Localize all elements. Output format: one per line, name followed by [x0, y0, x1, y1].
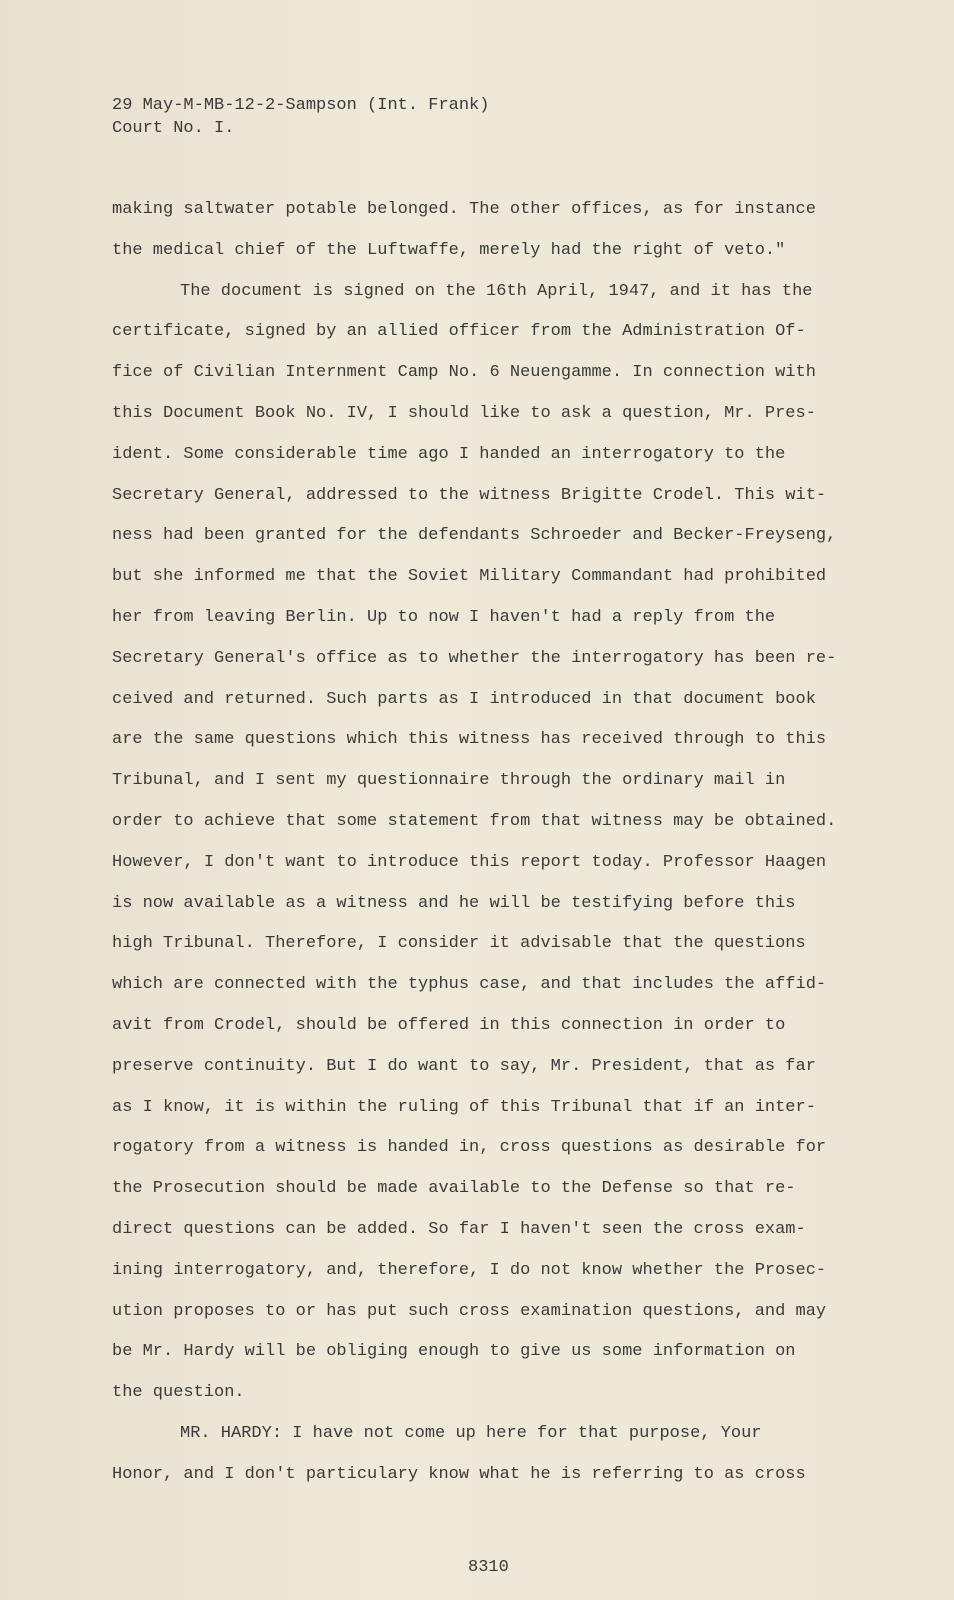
text-line: However, I don't want to introduce this report today. Professor Haagen	[112, 852, 827, 872]
text-line: the question.	[112, 1383, 245, 1403]
text-line: as I know, it is within the ruling of this Tribunal that if an inter-	[112, 1097, 816, 1117]
text-line: making saltwater potable belonged. The other offices, as for instance	[112, 200, 816, 219]
text-line: ceived and returned. Such parts as I introduced in that document book	[112, 689, 816, 709]
text-line: Secretary General, addressed to the witness Brigitte Crodel. This wit-	[112, 485, 827, 505]
text-line: avit from Crodel, should be offered in this connection in order to	[112, 1016, 786, 1035]
page-number: 8310	[468, 1558, 509, 1577]
text-line: her from leaving Berlin. Up to now I haven't had a reply from the	[112, 608, 776, 627]
text-line: Tribunal, and I sent my questionnaire through the ordinary mail in	[112, 771, 786, 791]
text-line: high Tribunal. Therefore, I consider it advisable that the questions	[112, 934, 806, 954]
text-line: certificate, signed by an allied officer from the Administration Of-	[112, 322, 806, 342]
text-line: ness had been granted for the defendants Schroeder and Becker-Freyseng,	[112, 526, 837, 546]
text-line: The document is signed on the 16th April, 1947, and it has the	[180, 281, 813, 301]
text-line: the Prosecution should be made available to the Defense so that re-	[112, 1179, 796, 1199]
text-line: Honor, and I don't particulary know what he is referring to as cross	[112, 1464, 806, 1484]
text-line: the medical chief of the Luftwaffe, merely had the right of veto."	[112, 240, 786, 260]
text-line: ution proposes to or has put such cross examination questions, and may	[112, 1301, 827, 1321]
text-line: ining interrogatory, and, therefore, I do not know whether the Prosec-	[112, 1260, 827, 1280]
text-line: rogatory from a witness is handed in, cross questions as desirable for	[112, 1138, 827, 1158]
text-line: fice of Civilian Internment Camp No. 6 Neuengamme. In connection with	[112, 363, 816, 383]
text-line: is now available as a witness and he will be testifying before this	[112, 893, 796, 913]
text-line: are the same questions which this witness has received through to this	[112, 730, 827, 750]
text-line: ident. Some considerable time ago I handed an interrogatory to the	[112, 444, 786, 464]
text-line: but she informed me that the Soviet Military Commandant had prohibited	[112, 567, 827, 587]
text-line: direct questions can be added. So far I haven't seen the cross exam-	[112, 1220, 806, 1239]
text-line: this Document Book No. IV, I should like to ask a question, Mr. Pres-	[112, 404, 816, 423]
text-line: which are connected with the typhus case, and that includes the affid-	[112, 975, 827, 995]
text-line: order to achieve that some statement from that witness may be obtained.	[112, 812, 837, 831]
header-line-1: 29 May-M-MB-12-2-Sampson (Int. Frank)	[112, 96, 490, 115]
text-line: preserve continuity. But I do want to say, Mr. President, that as far	[112, 1056, 816, 1076]
text-line: be Mr. Hardy will be obliging enough to give us some information on	[112, 1342, 796, 1362]
text-line: Secretary General's office as to whether the interrogatory has been re-	[112, 648, 837, 668]
text-line: MR. HARDY: I have not come up here for that purpose, Your	[180, 1424, 762, 1443]
header-line-2: Court No. I.	[112, 119, 235, 138]
